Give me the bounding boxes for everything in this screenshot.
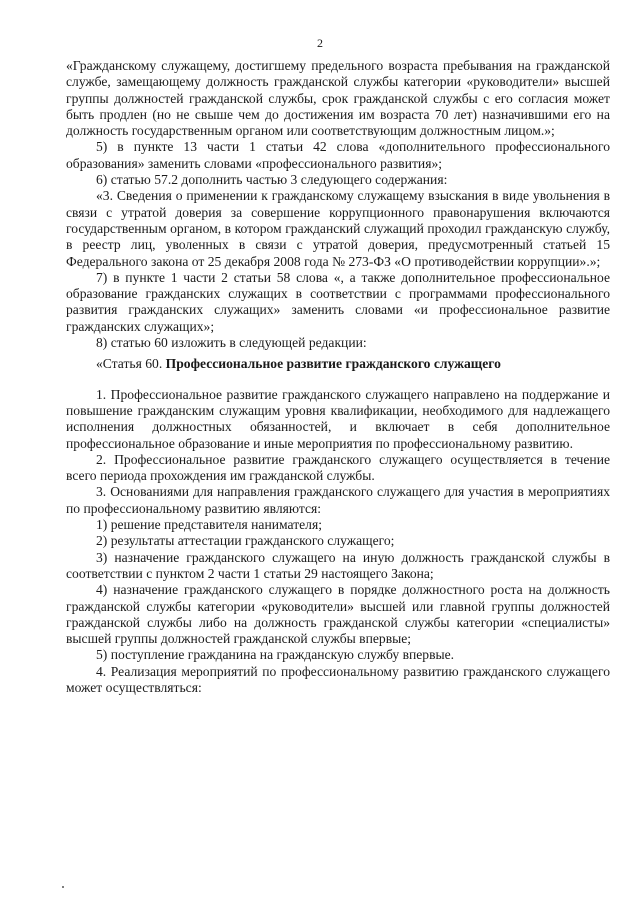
paragraph-quote-service-extension: «Гражданскому служащему, достигшему предельного возраста пребывания на гражданской службе, замещающему должность гражданской службы категории «руководители» высшей группы должностей гражданской службы, срок гражданской службы с его согласия может быть продлен (но не свыше чем до достижения им возраста 70 лет) назначившими его на должность государственным органом или соответствующим должностным лицом.»;	[66, 58, 610, 139]
article-paragraph-3: 3. Основаниями для направления гражданского служащего для участия в мероприятиях по профессиональному развитию являются:	[66, 484, 610, 516]
article-heading	[66, 356, 610, 372]
document-body	[66, 58, 610, 696]
article-paragraph-1: 1. Профессиональное развитие гражданского служащего направлено на поддержание и повышение гражданским служащим уровня квалификации, необходимого для надлежащего исполнения должностных обязанностей, и включает в себя дополнительное профессиональное образование и иные мероприятия по профессиональному развитию.	[66, 386, 610, 451]
paragraph-item-6: 6) статью 57.2 дополнить частью 3 следующего содержания:	[96, 172, 448, 188]
article-subitem-5: 5) поступление гражданина на гражданскую службу впервые.	[96, 647, 455, 663]
paragraph-item-5: 5) в пункте 13 части 1 статьи 42 слова «дополнительного профессионального образования» заменить словами «профессионального развития»;	[66, 139, 610, 171]
scan-speck	[62, 886, 64, 888]
article-subitem-2: 2) результаты аттестации гражданского служащего;	[96, 533, 395, 549]
paragraph-item-8: 8) статью 60 изложить в следующей редакции:	[96, 335, 367, 351]
article-subitem-3: 3) назначение гражданского служащего на иную должность гражданской службы в соответствии с пунктом 2 части 1 статьи 29 настоящего Закона;	[66, 549, 610, 581]
paragraph-quote-part-3: «3. Сведения о применении к гражданскому служащему взыскания в виде увольнения в связи с утратой доверия за совершение коррупционного правонарушения включаются государственным органом, в котором гражданский служащий проходил гражданскую службу, в реестр лиц, уволенных в связи с утратой доверия, предусмотренный статьей 15 Федерального закона от 25 декабря 2008 года № 273-ФЗ «О противодействии коррупции».»;	[66, 188, 610, 269]
article-paragraph-2: 2. Профессиональное развитие гражданского служащего осуществляется в течение всего периода прохождения им гражданской службы.	[66, 451, 610, 484]
paragraph-item-7: 7) в пункте 1 части 2 статьи 58 слова «, а также дополнительное профессиональное образование гражданских служащих в соответствии с программами профессионального развития гражданских служащих» заменить словами «и профессиональное развитие гражданских служащих»;	[66, 269, 610, 334]
page-number: 2	[317, 36, 323, 50]
article-subitem-1: 1) решение представителя нанимателя;	[96, 517, 322, 533]
article-heading-prefix: «Статья 60.	[96, 356, 166, 372]
article-paragraph-4: 4. Реализация мероприятий по профессиональному развитию гражданского служащего может осуществляться:	[66, 663, 610, 695]
article-subitem-4: 4) назначение гражданского служащего в порядке должностного роста на должность гражданской службы категории «руководители» высшей или главной группы должностей гражданской службы либо на должность гражданской службы категории «специалисты» высшей группы должностей гражданской службы впервые;	[66, 582, 610, 647]
article-heading-title: Профессиональное развитие гражданского служащего	[165, 356, 501, 372]
